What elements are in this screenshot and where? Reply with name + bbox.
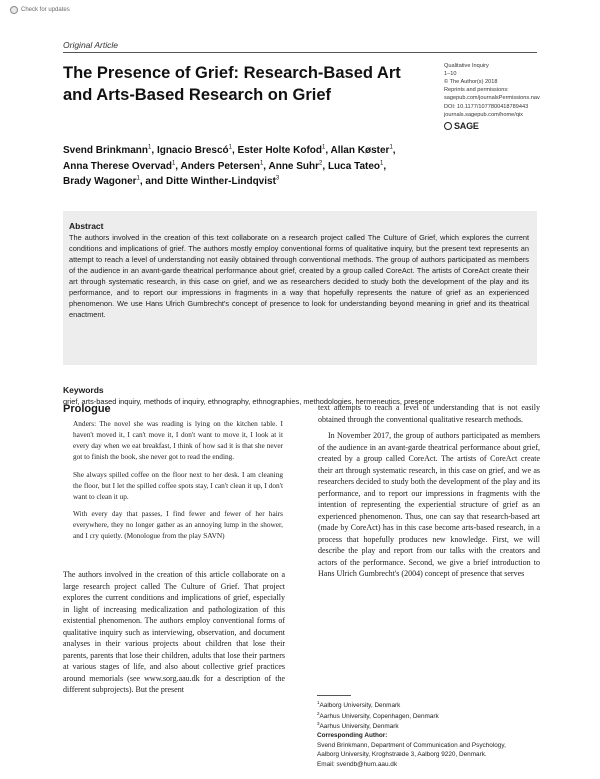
abstract-heading: Abstract bbox=[69, 221, 104, 231]
author-name-text: Ester Holte Kofod bbox=[237, 145, 322, 156]
author-name-text: Anne Suhr bbox=[268, 160, 320, 172]
sage-logo-icon bbox=[444, 122, 452, 130]
update-check-icon bbox=[10, 6, 18, 14]
author-affiliation-mark: 1 bbox=[136, 175, 140, 182]
author-name bbox=[63, 176, 140, 187]
author-affiliation-mark: 3 bbox=[275, 175, 280, 182]
check-for-updates-label: Check for updates bbox=[21, 7, 70, 13]
author-name-text: Svend Brinkmann bbox=[63, 145, 149, 156]
publisher-logo bbox=[444, 120, 584, 133]
author-name bbox=[328, 161, 383, 172]
journal-copyright: © The Author(s) 2018 bbox=[444, 79, 498, 86]
author-list: Svend Brinkmann$^1$, Ignacio Brescó$^1$, Ester Holte Kofod$^1$, Allan Køster$^1$, Anna Therese Overvad$^1$, Anders Petersen$^1$, Anne Suhr$^2$, Luca Tateo$^1$, Brady Wagoner$^1$, and Ditte Winther-Lindqvist$^3$ bbox=[63, 144, 396, 187]
abstract-box bbox=[63, 211, 537, 365]
journal-doi[interactable]: DOI: 10.1177/1077800418789443 bbox=[444, 103, 529, 110]
article-type: Original Article bbox=[63, 40, 118, 50]
keywords-heading: Keywords bbox=[63, 385, 104, 395]
quote-paragraph: With every day that passes, I find fewer and fewer of her hairs everywhere, they no longer gather as an annoying lump in the shower, and I cry quietly. (Monologue from the play SAVN) bbox=[73, 509, 283, 541]
affiliation-text: Aarhus University, Denmark bbox=[319, 723, 399, 731]
right-column-body bbox=[318, 402, 540, 580]
author-name bbox=[157, 145, 232, 156]
author-affiliation-mark: 1 bbox=[259, 160, 264, 167]
prologue-heading: Prologue bbox=[63, 403, 111, 415]
journal-home-link[interactable]: journals.sagepub.com/home/qix bbox=[444, 111, 523, 118]
article-title bbox=[63, 63, 433, 107]
body-paragraph: text attempts to reach a level of understanding that is not easily obtained through the conventional qualitative research methods. bbox=[318, 403, 540, 424]
keywords-text: grief, arts-based inquiry, methods of inquiry, ethnography, ethnographies, methodologies, hermeneutics, presence bbox=[63, 397, 435, 406]
affiliation-mark: 2 bbox=[317, 710, 320, 716]
affiliation-item bbox=[317, 700, 439, 711]
journal-name: Qualitative Inquiry bbox=[444, 63, 489, 69]
journal-permissions-link[interactable]: sagepub.com/journalsPermissions.nav bbox=[444, 95, 540, 102]
corresponding-author bbox=[317, 731, 539, 769]
author-name bbox=[238, 145, 326, 156]
body-paragraph: In November 2017, the group of authors participated as members of the audience in an avant-garde theatrical performance about grief, created by a group called CoreAct. The artists of CoreAct create their art through systematic research, in this case on grief, and we as researchers decided to study both the development of the play and its performance, and to report our impressions in fragments with the intention of representing the experiential structure of grief as an experienced phenomenon. Thus, one can say that research-based art (made by CoreAct) has in this case become arts-based research, in a process that hopefully produces new knowledge. First, we will describe the play and report from our talks with the creators and actors of the performance. Second, we give a brief introduction to Hans Ulrich Gumbrecht's (2004) concept of presence that serves bbox=[318, 431, 540, 579]
check-for-updates-badge[interactable] bbox=[10, 6, 70, 14]
author-name bbox=[166, 176, 279, 187]
article-title-line-2: and Arts-Based Research on Grief bbox=[63, 85, 332, 104]
article-title-line-1: The Presence of Grief: Research-Based Art bbox=[63, 64, 401, 82]
author-name-text: Anna Therese Overvad bbox=[63, 160, 172, 172]
footnote-rule bbox=[317, 695, 351, 696]
journal-reprints: Reprints and permissions: bbox=[444, 87, 509, 94]
journal-info bbox=[444, 62, 584, 133]
affiliation-text: Aalborg University, Denmark bbox=[319, 702, 401, 710]
author-affiliation-mark: 1 bbox=[171, 160, 176, 167]
header-rule bbox=[63, 52, 537, 53]
author-name bbox=[268, 161, 322, 172]
corresponding-author-email[interactable]: Email: svendb@hum.aau.dk bbox=[317, 760, 398, 768]
abstract-text: The authors involved in the creation of this text collaborate on a research project called The Culture of Grief, which explores the current conditions and implications of grief. The authors mostly employ conventional forms of qualitative inquiry, but the present text represents an attempt to reach a level of understanding not easily obtained through conventional methods. The group of authors participated as members of the audience in an avant-garde theatrical performance about grief, created by a group called CoreAct. The artists of CoreAct create their art through systematic research, in this case on grief, and we as researchers decided to study both the development of the play and its performance, and to report our impressions in fragments in a way that hopefully represents the nature of grief as an experienced phenomenon. We use Hans Ulrich Gumbrecht's concept of presence to look for understanding beyond meaning in grief and its theatrical enactment. bbox=[69, 233, 529, 320]
author-name-text: Ditte Winther-Lindqvist bbox=[166, 176, 276, 187]
author-name-text: Brady Wagoner bbox=[63, 176, 137, 187]
author-affiliation-mark: 1 bbox=[389, 144, 393, 151]
author-name bbox=[180, 161, 263, 172]
affiliation-text: Aarhus University, Copenhagen, Denmark bbox=[319, 712, 439, 720]
author-affiliation-mark: 1 bbox=[322, 144, 326, 151]
corresponding-author-line: Svend Brinkmann, Department of Communication and Psychology, bbox=[317, 741, 506, 749]
author-name bbox=[331, 145, 393, 156]
author-name bbox=[63, 161, 175, 172]
quote-paragraph: Anders: The novel she was reading is lying on the kitchen table. I haven't moved it, I can't move it, I don't want to move it, I look at it every day when we eat breakfast, I think of how sad it is that she never got to finish the book, she never got to read the ending. bbox=[73, 419, 283, 462]
journal-pages: 1–10 bbox=[444, 71, 457, 78]
author-affiliation-mark: 2 bbox=[319, 160, 323, 167]
author-name-text: Allan Køster bbox=[330, 145, 390, 156]
author-affiliation-mark: 1 bbox=[380, 160, 384, 167]
author-name-text: Luca Tateo bbox=[327, 160, 380, 172]
affiliations bbox=[317, 700, 439, 732]
prologue-quote bbox=[73, 418, 283, 548]
affiliation-mark: 1 bbox=[317, 700, 320, 705]
affiliation-item bbox=[317, 711, 439, 722]
author-name bbox=[63, 145, 151, 156]
quote-paragraph: She always spilled coffee on the floor next to her desk. I am cleaning the floor, but I let the spilled coffee spots stay, I can't clean it up, I don't want to clean it up. bbox=[73, 469, 283, 501]
author-name-text: Anders Petersen bbox=[180, 160, 260, 172]
corresponding-author-heading: Corresponding Author: bbox=[317, 732, 388, 739]
affiliation-mark: 3 bbox=[317, 721, 320, 727]
corresponding-author-line: Aalborg University, Kroghstræde 3, Aalborg 9220, Denmark. bbox=[317, 751, 487, 759]
author-affiliation-mark: 1 bbox=[228, 144, 232, 151]
author-name-text: Ignacio Brescó bbox=[156, 145, 229, 156]
author-affiliation-mark: 1 bbox=[148, 144, 152, 151]
left-column-body: The authors involved in the creation of this article collaborate on a large research project called The Culture of Grief. That project explores the current conditions and implications of grief, especially in light of increasing medicalization and pathologization of this existential phenomenon. The authors employ conventional forms of qualitative inquiry such as interviewing, observation, and document analyses in their various projects about children that lose their parents, parents that lose their children, adults that lose their partners at various stages of life, and also about collective grief practices around memorials (see www.sorg.aau.dk for a description of the different subprojects). But the present bbox=[63, 570, 285, 695]
publisher-name: SAGE bbox=[454, 120, 479, 131]
